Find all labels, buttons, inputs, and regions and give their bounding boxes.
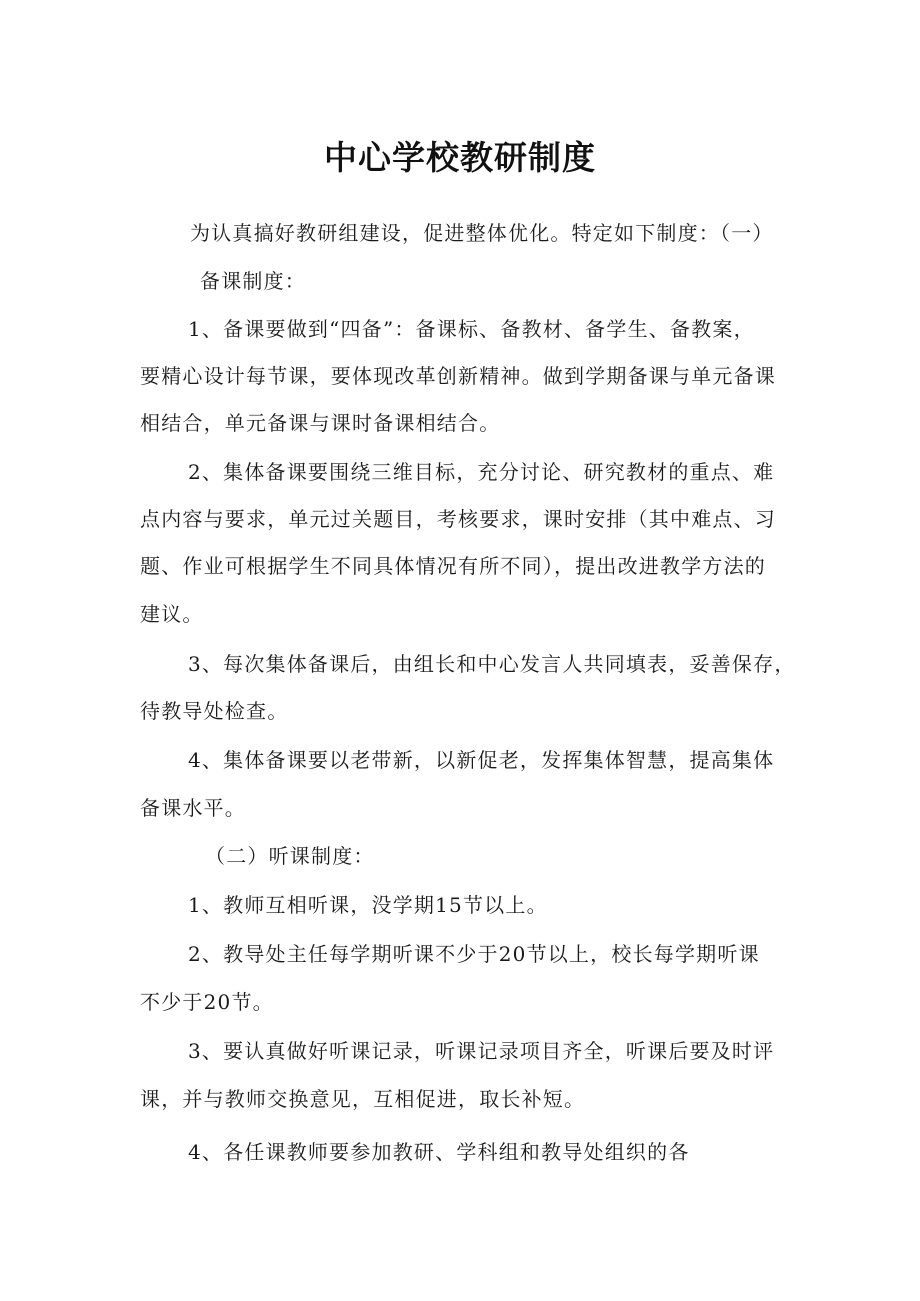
paragraph-line: 1、教师互相听课，没学期15节以上。 <box>188 893 548 917</box>
paragraph-line: 4、各任课教师要参加教研、学科组和教导处组织的各 <box>188 1140 690 1164</box>
paragraph-line: 要精心设计每节课，要体现改革创新精神。做到学期备课与单元备课 <box>140 364 776 388</box>
paragraph-line: 备课水平。 <box>140 796 246 820</box>
paragraph-line: 相结合，单元备课与课时备课相结合。 <box>140 411 501 435</box>
paragraph-line: 3、每次集体备课后，由组长和中心发言人共同填表，妥善保存， <box>188 652 796 676</box>
paragraph-line: 待教导处检查。 <box>140 699 289 723</box>
page-title: 中心学校教研制度 <box>324 138 596 177</box>
section-heading: （二）听课制度： <box>205 844 375 868</box>
paragraph-line: 2、集体备课要围绕三维目标，充分讨论、研究教材的重点、难 <box>188 460 775 484</box>
paragraph-line: 点内容与要求，单元过关题目，考核要求，课时安排（其中难点、习 <box>140 507 776 531</box>
paragraph-line: 1、备课要做到“四备”：备课标、备教材、备学生、备教案， <box>188 317 755 341</box>
paragraph-line: 3、要认真做好听课记录，听课记录项目齐全，听课后要及时评 <box>188 1039 775 1063</box>
paragraph-line: 2、教导处主任每学期听课不少于20节以上，校长每学期听课 <box>188 942 760 966</box>
section-heading: 备课制度： <box>200 269 306 293</box>
paragraph-line: 不少于20节。 <box>140 990 274 1014</box>
paragraph-line: 4、集体备课要以老带新，以新促老，发挥集体智慧，提高集体 <box>188 748 775 772</box>
paragraph-line: 建议。 <box>140 602 204 626</box>
paragraph-line: 课，并与教师交换意见，互相促进，取长补短。 <box>140 1087 586 1111</box>
paragraph-line: 为认真搞好教研组建设，促进整体优化。特定如下制度：（一） <box>190 221 774 245</box>
paragraph-line: 题、作业可根据学生不同具体情况有所不同），提出改进教学方法的 <box>140 554 766 578</box>
